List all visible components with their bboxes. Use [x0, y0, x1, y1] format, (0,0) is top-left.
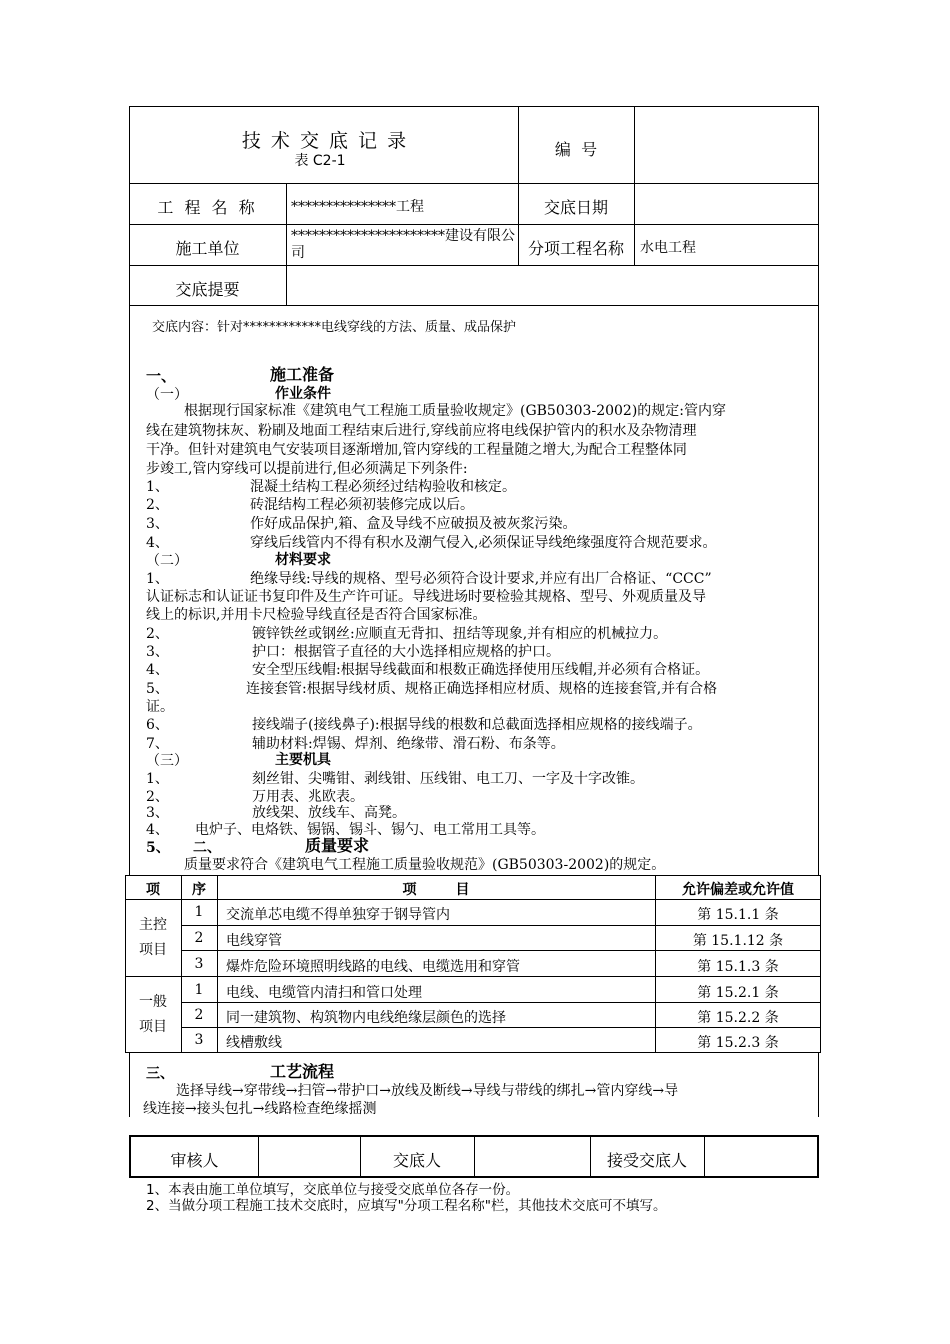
divider — [129, 224, 819, 225]
list-number: 3、 — [146, 805, 169, 821]
list-item: 电炉子、电烙铁、锡锅、锡斗、锡勺、电工常用工具等。 — [195, 822, 545, 838]
unit-label: 施工单位 — [175, 239, 240, 258]
paragraph-line: 线在建筑物抹灰、粉刷及地面工程结束后进行,穿线前应将电线保护管内的积水及杂物清理 — [146, 423, 697, 439]
number-label: 编 号 — [554, 140, 598, 159]
presenter-label: 交底人 — [392, 1151, 441, 1170]
subproject-value[interactable]: 水电工程 — [640, 240, 696, 256]
group-label: 一般 — [139, 994, 167, 1010]
subsection-1a-title: 作业条件 — [275, 386, 331, 402]
section-3-title: 工艺流程 — [270, 1062, 335, 1081]
list-item: 护口：根据管子直径的大小选择相应规格的护口。 — [252, 644, 560, 660]
list-number: 4、 — [146, 662, 169, 678]
row-item: 爆炸危险环境照明线路的电线、电缆选用和穿管 — [226, 959, 520, 975]
section-1-number: 一、 — [146, 367, 177, 385]
row-item: 电线穿管 — [226, 933, 282, 949]
list-item: 辅助材料:焊锡、焊剂、绝缘带、滑石粉、布条等。 — [252, 736, 565, 752]
subsection-1b-title: 材料要求 — [275, 552, 331, 568]
list-number: 7、 — [146, 736, 169, 752]
list-number: 1、 — [146, 479, 169, 495]
divider — [181, 925, 821, 926]
divider — [286, 183, 287, 306]
frame-line — [129, 1052, 130, 1117]
list-item: 线上的标识,并用卡尺检验导线直径是否符合国家标准。 — [146, 607, 487, 623]
form-title: 技 术 交 底 记 录 — [241, 130, 409, 152]
divider — [125, 899, 821, 900]
row-ref: 第 15.1.3 条 — [697, 959, 779, 975]
row-seq: 3 — [194, 956, 204, 972]
list-number: 6、 — [146, 717, 169, 733]
list-number: 4、 — [146, 822, 169, 838]
row-seq: 1 — [194, 904, 204, 920]
list-item: 混凝土结构工程必须经过结构验收和核定。 — [250, 479, 516, 495]
table-header: 序 — [192, 882, 206, 898]
row-seq: 1 — [194, 982, 204, 998]
list-item: 连接套管:根据导线材质、规格正确选择相应材质、规格的连接套管,并有合格 — [246, 681, 718, 697]
row-ref: 第 15.1.1 条 — [697, 907, 779, 923]
section-2-number: 二、 — [193, 840, 221, 856]
process-flow-line: 线连接→接头包扎→线路检查绝缘摇测 — [143, 1101, 377, 1117]
divider — [181, 1027, 821, 1028]
project-name-label: 工 程 名 称 — [157, 198, 258, 217]
row-seq: 3 — [194, 1032, 204, 1048]
divider — [129, 183, 819, 184]
list-number: 3、 — [146, 644, 169, 660]
list-item: 放线架、放线车、高凳。 — [252, 805, 406, 821]
subsection-1a-number: （一） — [146, 387, 188, 403]
list-item: 砖混结构工程必须初装修完成以后。 — [250, 497, 474, 513]
subsection-1c-number: （三） — [146, 753, 188, 769]
group-label: 项目 — [139, 942, 167, 958]
list-item: 作好成品保护,箱、盒及导线不应破损及被灰浆污染。 — [250, 516, 577, 532]
subsection-1b-number: （二） — [146, 553, 188, 569]
divider — [129, 265, 819, 266]
section-2-title: 质量要求 — [305, 836, 370, 855]
row-item: 线槽敷线 — [226, 1035, 282, 1051]
paragraph-line: 步竣工,管内穿线可以提前进行,但必须满足下列条件: — [146, 461, 468, 477]
list-number: 1、 — [146, 571, 169, 587]
section-2-prefix: 5、 — [146, 840, 170, 856]
list-number: 4、 — [146, 535, 169, 551]
group-label: 项目 — [139, 1019, 167, 1035]
row-ref: 第 15.2.3 条 — [697, 1035, 779, 1051]
list-item: 万用表、兆欧表。 — [252, 789, 364, 805]
divider — [474, 1135, 475, 1178]
list-item: 认证标志和认证证书复印件及生产许可证。导线进场时要检验其规格、型号、外观质量及导 — [146, 589, 706, 605]
row-seq: 2 — [194, 930, 204, 946]
form-code: 表 C2-1 — [294, 153, 346, 169]
row-ref: 第 15.2.2 条 — [697, 1010, 779, 1026]
list-item: 安全型压线帽:根据导线截面和根数正确选择使用压线帽,并必须有合格证。 — [252, 662, 710, 678]
row-ref: 第 15.1.12 条 — [692, 933, 784, 949]
list-item: 绝缘导线:导线的规格、型号必须符合设计要求,并应有出厂合格证、“CCC” — [250, 571, 712, 587]
table-header: 允许偏差或允许值 — [682, 882, 794, 898]
frame-line — [818, 1052, 819, 1117]
list-number: 2、 — [146, 497, 169, 513]
group-label: 主控 — [139, 917, 167, 933]
unit-value[interactable]: **********************建设有限公司 — [291, 228, 515, 261]
row-item: 电线、电缆管内清扫和管口处理 — [226, 985, 422, 1001]
list-item: 穿线后线管内不得有积水及潮气侵入,必须保证导线绝缘强度符合规范要求。 — [250, 535, 717, 551]
project-name-value[interactable]: ***************工程 — [291, 199, 424, 215]
table-header: 项 — [146, 882, 160, 898]
subproject-label: 分项工程名称 — [527, 239, 624, 258]
row-ref: 第 15.2.1 条 — [697, 985, 779, 1001]
date-label: 交底日期 — [543, 198, 608, 217]
list-item: 镀锌铁丝或钢丝:应顺直无背扣、扭结等现象,并有相应的机械拉力。 — [252, 626, 668, 642]
list-number: 1、 — [146, 771, 169, 787]
row-item: 同一建筑物、构筑物内电线绝缘层颜色的选择 — [226, 1010, 506, 1026]
frame-line — [129, 306, 130, 876]
receiver-label: 接受交底人 — [606, 1151, 687, 1170]
section-3-number: 三、 — [146, 1066, 174, 1082]
footnote: 2、当做分项工程施工技术交底时，应填写"分项工程名称"栏，其他技术交底可不填写。 — [146, 1198, 667, 1214]
divider — [258, 1135, 259, 1178]
footnote: 1、本表由施工单位填写，交底单位与接受交底单位各存一份。 — [146, 1182, 520, 1198]
intro-text: 交底内容：针对************电线穿线的方法、质量、成品保护 — [152, 320, 517, 335]
divider — [181, 950, 821, 951]
paragraph-line: 根据现行国家标准《建筑电气工程施工质量验收规定》(GB50303-2002)的规定:管内穿 — [184, 403, 727, 419]
list-number: 3、 — [146, 516, 169, 532]
table-header: 项 目 — [402, 882, 470, 898]
list-number: 5、 — [146, 681, 169, 697]
frame-line — [818, 306, 819, 876]
divider — [181, 1002, 821, 1003]
summary-label: 交底提要 — [175, 280, 240, 299]
list-number: 2、 — [146, 626, 169, 642]
list-number: 2、 — [146, 789, 169, 805]
list-item: 证。 — [146, 699, 174, 715]
divider — [634, 106, 635, 265]
divider — [704, 1135, 705, 1178]
paragraph-line: 干净。但针对建筑电气安装项目逐渐增加,管内穿线的工程量随之增大,为配合工程整体同 — [146, 442, 687, 458]
divider — [125, 976, 821, 977]
subsection-1c-title: 主要机具 — [275, 752, 331, 768]
process-flow-line: 选择导线→穿带线→扫管→带护口→放线及断线→导线与带线的绑扎→管内穿线→导 — [176, 1083, 679, 1099]
section-1-title: 施工准备 — [270, 365, 335, 384]
row-item: 交流单芯电缆不得单独穿于钢导管内 — [226, 907, 450, 923]
quality-intro: 质量要求符合《建筑电气工程施工质量验收规范》(GB50303-2002)的规定。 — [184, 857, 666, 873]
row-seq: 2 — [194, 1007, 204, 1023]
list-item: 刻丝钳、尖嘴钳、剥线钳、压线钳、电工刀、一字及十字改锥。 — [252, 771, 644, 787]
reviewer-label: 审核人 — [170, 1151, 219, 1170]
list-item: 接线端子(接线鼻子):根据导线的根数和总截面选择相应规格的接线端子。 — [252, 717, 702, 733]
